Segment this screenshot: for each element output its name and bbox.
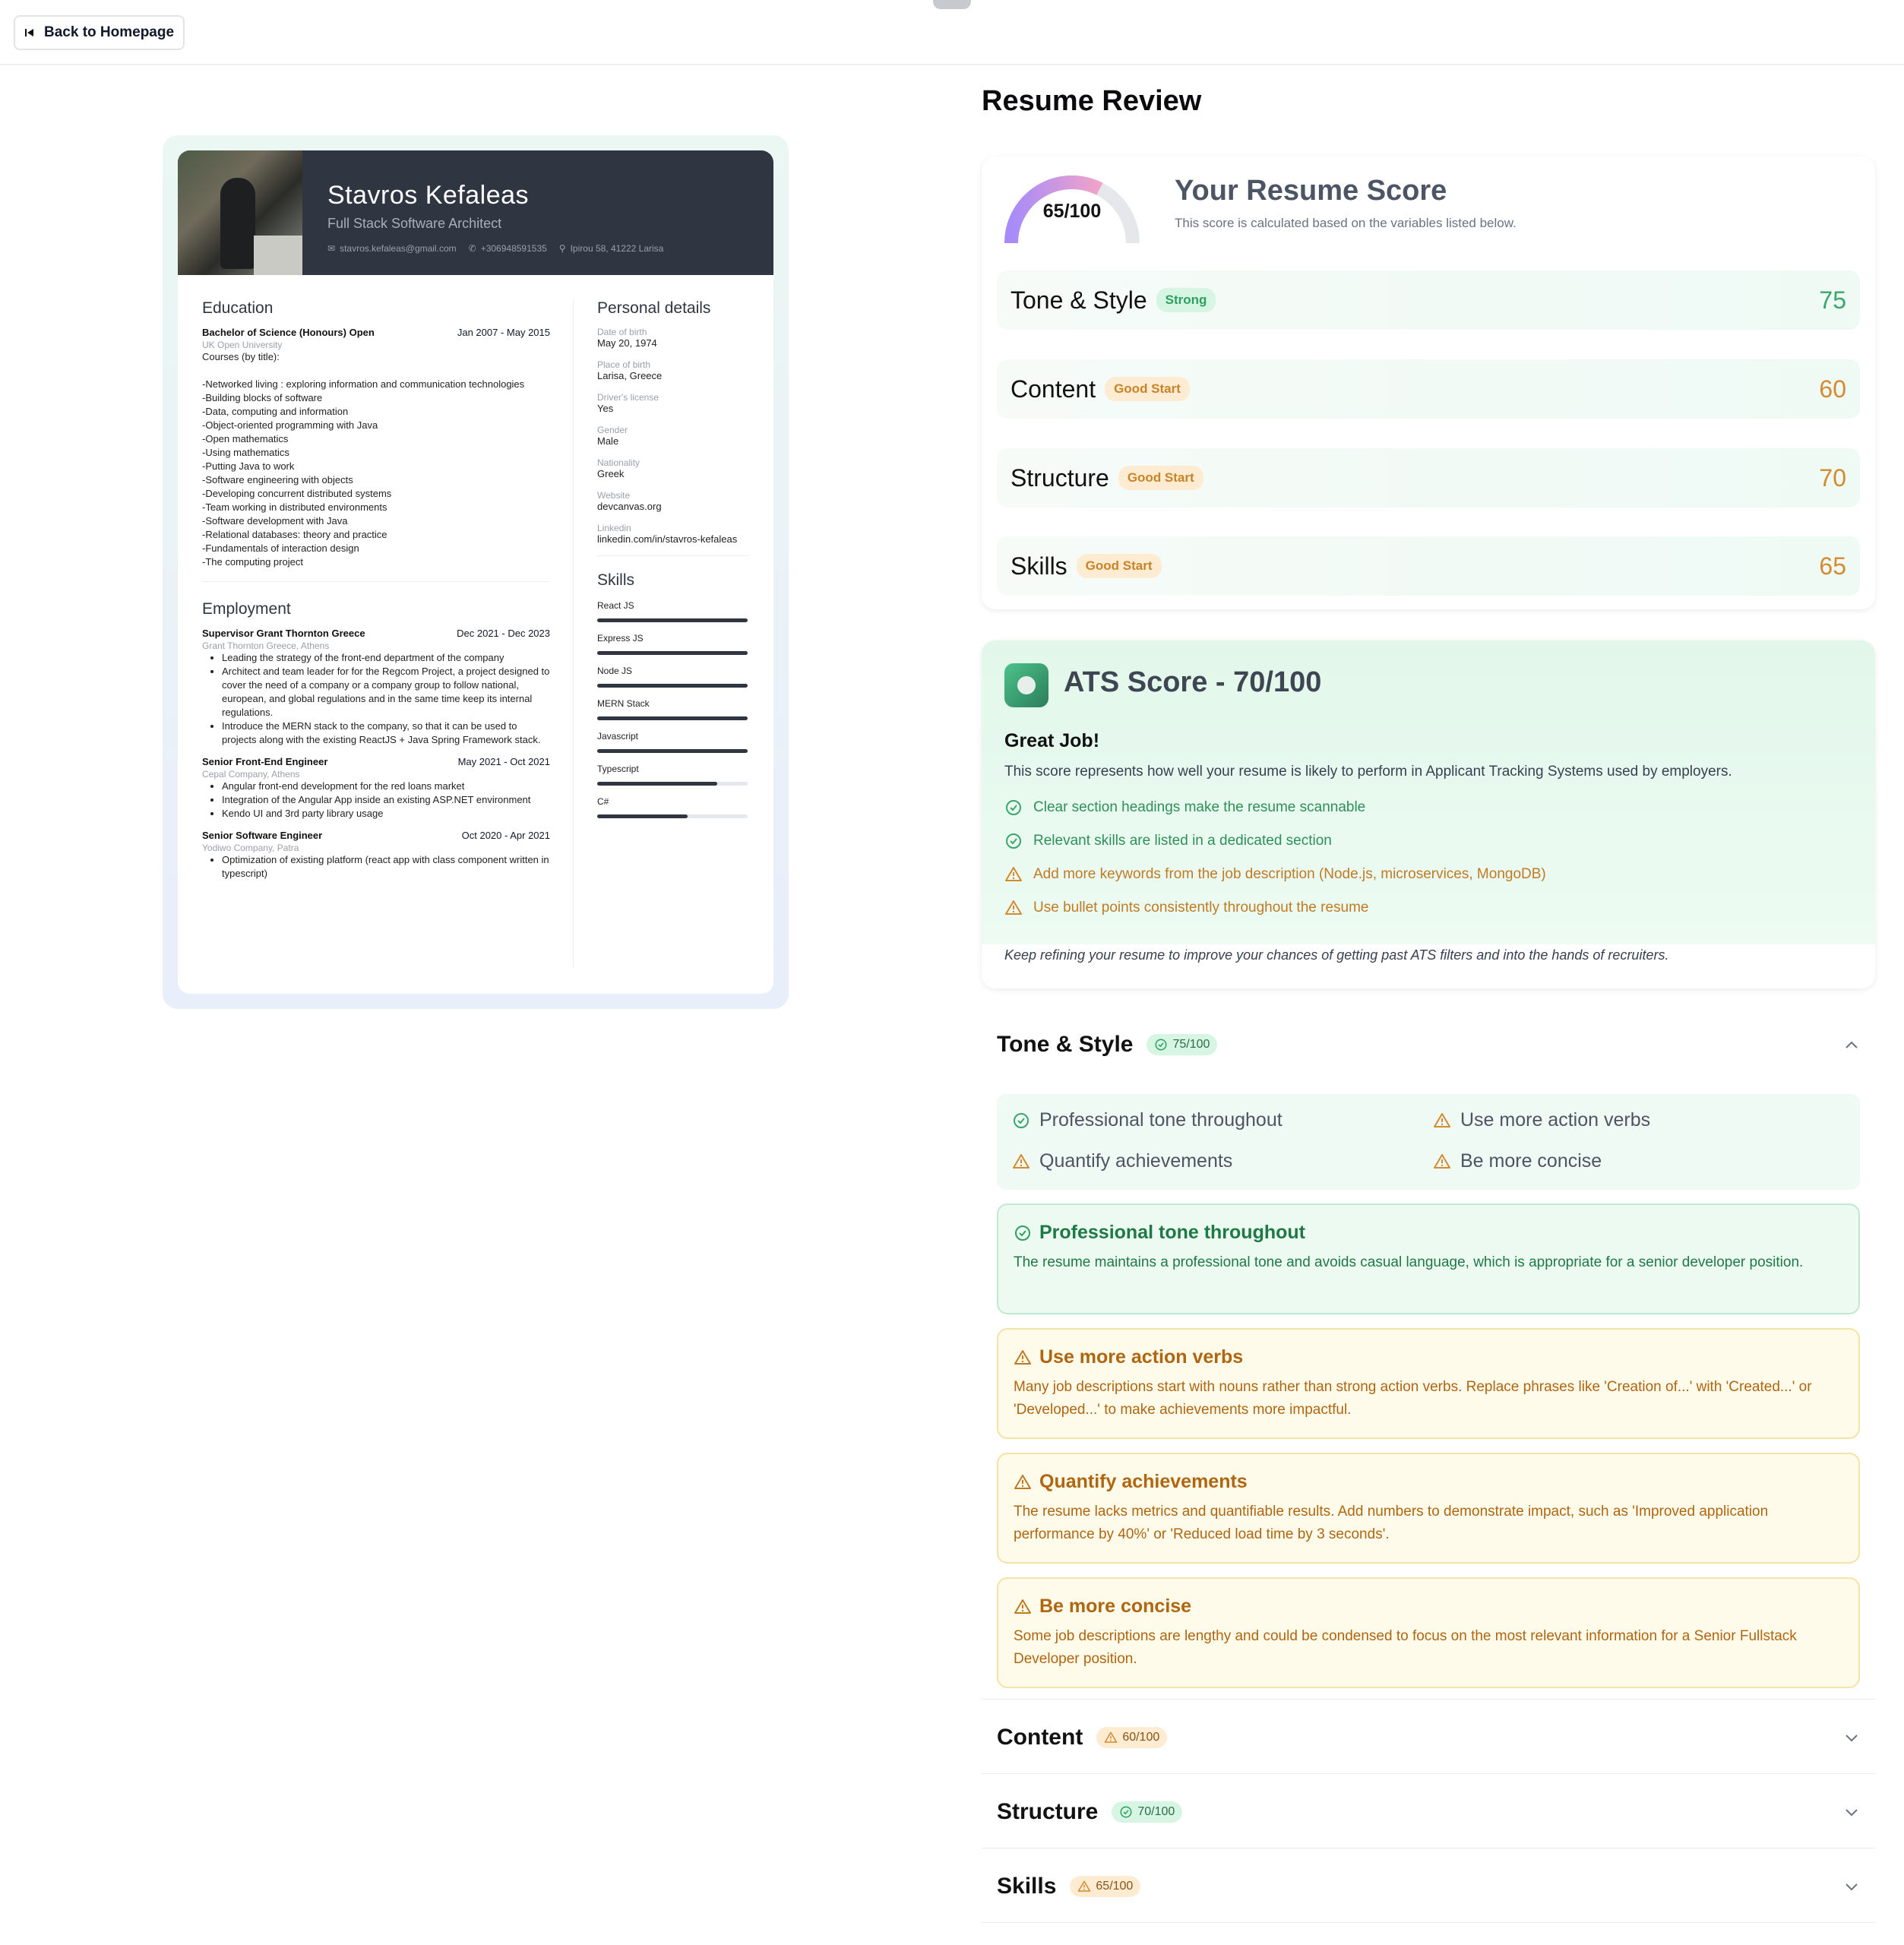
feedback-card (997, 1453, 1860, 1564)
skill-item (597, 796, 749, 818)
skill-item (597, 698, 749, 720)
check-circle-icon (1012, 1112, 1030, 1130)
course-item: -Team working in distributed environments (202, 501, 387, 513)
skill-bar (597, 618, 748, 622)
chevron-down-icon[interactable] (1843, 1878, 1860, 1895)
job-bullets (222, 651, 550, 747)
check-circle-icon (1004, 799, 1023, 817)
education-entry (202, 327, 550, 338)
personal-detail-label: Gender (597, 425, 628, 435)
ats-checklist-item (1004, 832, 1332, 850)
tip-text: Use more action verbs (1460, 1109, 1651, 1131)
course-item: -Networked living : exploring information and communication technologies (202, 378, 525, 390)
skill-bar (597, 716, 748, 720)
feedback-card (997, 1203, 1860, 1314)
page-title: Resume Review (982, 85, 1202, 117)
skill-name: MERN Stack (597, 698, 650, 709)
job-bullet: • Architect and team leader for for the Regcom Project, a project designed to cover the need of a company or a company group to follow national, european, and global regulations and in the same time keep its internal regulations. (222, 665, 550, 719)
category-row (997, 359, 1860, 419)
warning-icon (1012, 1153, 1030, 1171)
skill-bar-fill (597, 651, 748, 655)
category-badge: Strong (1156, 288, 1216, 312)
tip-text: Quantify achievements (1039, 1150, 1233, 1172)
skill-item (597, 633, 749, 655)
profile-photo (178, 150, 302, 275)
job-bullet: • Leading the strategy of the front-end department of the company (222, 651, 550, 665)
job-title: Senior Software Engineer (202, 830, 323, 841)
category-label: Tone & Style (1011, 286, 1147, 314)
resume-document (178, 150, 773, 994)
top-bar (0, 0, 1904, 65)
personal-detail-value: linkedin.com/in/stavros-kefaleas (597, 533, 738, 545)
resume-name: Stavros Kefaleas (327, 181, 530, 210)
score-subtext: This score is calculated based on the variables listed below. (1175, 216, 1517, 230)
window-notch (933, 0, 971, 9)
skill-bar (597, 651, 748, 655)
feedback-title (1014, 1596, 1843, 1618)
resume-main-column (202, 299, 550, 890)
phone-contact: ✆ +306948591535 (468, 243, 547, 254)
job-header (202, 830, 550, 841)
tip-text: Be more concise (1460, 1150, 1602, 1172)
warning-icon (1433, 1112, 1451, 1130)
personal-details-list (597, 327, 749, 545)
warning-icon (1014, 1473, 1032, 1491)
job-bullet: • Kendo UI and 3rd party library usage (222, 807, 550, 821)
content-accordion-header[interactable] (997, 1725, 1860, 1750)
warning-icon (1433, 1153, 1451, 1171)
tone-style-tips (997, 1094, 1860, 1190)
mail-icon: ✉ (327, 243, 336, 254)
feedback-body: Many job descriptions start with nouns rather than strong action verbs. Replace phrases like 'Creation of...' with 'Created...' or 'Developed...' to make achievements more impactful. (1014, 1379, 1812, 1418)
course-item: -Software development with Java (202, 515, 348, 527)
structure-accordion-header[interactable] (997, 1799, 1860, 1825)
skill-name: React JS (597, 600, 634, 611)
job-bullet: • Optimization of existing platform (react app with class component written in typescript) (222, 853, 550, 881)
job-title: Supervisor Grant Thornton Greece (202, 628, 365, 639)
ats-item-text: Relevant skills are listed in a dedicated section (1033, 833, 1332, 849)
job-dates: May 2021 - Oct 2021 (457, 756, 550, 767)
ats-item-text: Add more keywords from the job description (Node.js, microservices, MongoDB) (1033, 866, 1546, 882)
skill-item (597, 666, 749, 688)
personal-detail-value: Yes (597, 403, 614, 414)
category-row (997, 448, 1860, 508)
job-header (202, 756, 550, 767)
skill-bar-fill (597, 749, 748, 753)
category-label: Skills (1011, 552, 1067, 580)
university-name: UK Open University (202, 340, 283, 350)
category-score: 60 (1819, 375, 1846, 403)
tone-style-badge: 75/100 (1147, 1034, 1217, 1055)
personal-detail-label: Place of birth (597, 359, 651, 370)
job-entry (202, 756, 550, 821)
tip-text: Professional tone throughout (1039, 1109, 1283, 1131)
personal-detail-label: Date of birth (597, 327, 647, 337)
feedback-body: The resume lacks metrics and quantifiable results. Add numbers to demonstrate impact, such as 'Improved application performance by 40%' or 'Reduced load time by 3 seconds'. (1014, 1504, 1769, 1542)
course-item: -Developing concurrent distributed systems (202, 488, 392, 499)
check-circle-icon (1119, 1805, 1133, 1819)
resume-header (178, 150, 773, 275)
feedback-title (1014, 1346, 1843, 1368)
resume-title: Full Stack Software Architect (327, 216, 502, 231)
resume-side-column (597, 299, 749, 818)
check-circle-icon (1014, 1224, 1032, 1242)
course-item: -Building blocks of software (202, 392, 323, 403)
skill-bar (597, 782, 748, 786)
job-bullet: • Introduce the MERN stack to the company, so that it can be used to projects along with the existing ReactJS + Java Spring Framework stack. (222, 719, 550, 747)
skill-bar-fill (597, 716, 748, 720)
category-row (997, 536, 1860, 596)
job-company: Grant Thornton Greece, Athens (202, 640, 330, 651)
category-label: Structure (1011, 463, 1109, 492)
skill-bar-fill (597, 782, 717, 786)
tip-item (1433, 1109, 1650, 1131)
warning-icon (1004, 899, 1023, 917)
location-pin-icon: ⚲ (558, 243, 566, 254)
category-score: 65 (1819, 552, 1846, 580)
tip-item (1433, 1150, 1602, 1172)
degree-title: Bachelor of Science (Honours) Open (202, 327, 375, 338)
skill-item (597, 600, 749, 622)
email-contact: ✉ stavros.kefaleas@gmail.com (327, 243, 457, 254)
score-heading: Your Resume Score (1175, 175, 1447, 207)
job-entry (202, 628, 550, 747)
structure-badge: 70/100 (1112, 1801, 1182, 1823)
course-item: -Fundamentals of interaction design (202, 542, 359, 554)
employment-heading: Employment (202, 600, 291, 618)
feedback-title (1014, 1222, 1843, 1244)
warning-icon (1014, 1349, 1032, 1367)
skill-bar-fill (597, 814, 688, 818)
personal-detail-value: devcanvas.org (597, 501, 662, 512)
employment-list (202, 628, 550, 881)
warning-icon (1014, 1598, 1032, 1616)
course-item: -Putting Java to work (202, 460, 295, 472)
skip-back-icon (24, 27, 35, 38)
tip-item (1012, 1109, 1283, 1131)
skills-title: Skills (997, 1874, 1057, 1899)
job-bullets (222, 853, 550, 881)
structure-title: Structure (997, 1799, 1099, 1824)
skill-name: C# (597, 796, 609, 807)
skill-bar (597, 684, 748, 688)
ats-description: This score represents how well your resume is likely to perform in Applicant Tracking Systems used by employers. (1004, 764, 1732, 780)
personal-detail-label: Linkedin (597, 523, 631, 533)
skill-bar-fill (597, 618, 748, 622)
feedback-card (997, 1328, 1860, 1439)
ats-checklist-item (1004, 799, 1365, 817)
skill-name: Javascript (597, 731, 639, 742)
job-company: Yodiwo Company, Patra (202, 843, 299, 853)
resume-score-card (982, 157, 1875, 609)
feedback-title-text: Be more concise (1039, 1596, 1192, 1617)
skills-accordion-header[interactable] (997, 1874, 1860, 1899)
resume-contacts (327, 243, 663, 254)
skill-item (597, 731, 749, 753)
courses-label: Courses (by title): (202, 351, 280, 362)
course-item: -Object-oriented programming with Java (202, 419, 378, 431)
warning-icon (1104, 1731, 1118, 1744)
personal-detail-label: Driver's license (597, 392, 659, 403)
skill-item (597, 764, 749, 786)
personal-detail-label: Website (597, 490, 631, 501)
warning-icon (1004, 865, 1023, 884)
chevron-down-icon[interactable] (1843, 1729, 1860, 1746)
personal-detail-value: Greek (597, 468, 625, 479)
category-label: Content (1011, 375, 1096, 403)
job-header (202, 628, 550, 639)
course-item: -Relational databases: theory and practice (202, 529, 387, 540)
back-to-homepage-button[interactable] (14, 15, 185, 50)
personal-details-heading: Personal details (597, 299, 711, 317)
job-entry (202, 830, 550, 881)
personal-detail-value: Male (597, 435, 619, 447)
job-title: Senior Front-End Engineer (202, 756, 328, 767)
skills-badge: 65/100 (1070, 1876, 1140, 1897)
skill-name: Typescript (597, 764, 639, 774)
feedback-title-text: Use more action verbs (1039, 1346, 1244, 1368)
course-item: -Using mathematics (202, 447, 289, 458)
feedback-title (1014, 1471, 1843, 1493)
job-bullet: • Angular front-end development for the red loans market (222, 780, 550, 793)
skill-bar-fill (597, 684, 748, 688)
feedback-title-text: Quantify achievements (1039, 1471, 1248, 1492)
feedback-body: Some job descriptions are lengthy and could be condensed to focus on the most relevant information for a Senior Fullstack Developer position. (1014, 1628, 1797, 1667)
ats-headline: Great Job! (1004, 730, 1100, 751)
ats-checklist-item (1004, 899, 1368, 917)
category-score: 70 (1819, 463, 1846, 492)
course-item: -Open mathematics (202, 433, 289, 444)
feedback-body: The resume maintains a professional tone and avoids casual language, which is appropriate for a senior developer position. (1014, 1254, 1804, 1270)
degree-dates: Jan 2007 - May 2015 (457, 327, 550, 338)
category-badge: Good Start (1105, 377, 1190, 401)
category-badge: Good Start (1077, 554, 1162, 578)
overall-score-text: 65/100 (1042, 201, 1102, 222)
chevron-up-icon[interactable] (1843, 1036, 1860, 1053)
chevron-down-icon[interactable] (1843, 1804, 1860, 1820)
category-badge: Good Start (1118, 466, 1203, 490)
tone-style-title: Tone & Style (997, 1032, 1134, 1057)
ats-item-text: Use bullet points consistently throughout the resume (1033, 900, 1369, 916)
category-row (997, 270, 1860, 330)
address-contact: ⚲ Ipirou 58, 41222 Larisa (558, 243, 664, 254)
content-title: Content (997, 1725, 1083, 1750)
job-bullet: • Integration of the Angular App inside an existing ASP.NET environment (222, 793, 550, 807)
tip-item (1012, 1150, 1232, 1172)
skill-name: Express JS (597, 633, 644, 644)
course-item: -Data, computing and information (202, 406, 349, 417)
course-item: -The computing project (202, 556, 303, 568)
personal-detail-label: Nationality (597, 457, 640, 468)
skill-bar (597, 814, 748, 818)
course-list (202, 378, 550, 569)
education-heading: Education (202, 299, 274, 317)
job-dates: Dec 2021 - Dec 2023 (457, 628, 550, 639)
ats-item-text: Clear section headings make the resume scannable (1033, 799, 1366, 815)
job-bullets (222, 780, 550, 821)
category-score: 75 (1819, 286, 1846, 314)
skill-bar (597, 749, 748, 753)
tone-style-accordion-header[interactable] (997, 1032, 1860, 1058)
job-dates: Oct 2020 - Apr 2021 (461, 830, 550, 841)
content-badge: 60/100 (1096, 1727, 1167, 1748)
skills-list (597, 600, 749, 818)
warning-icon (1077, 1880, 1091, 1893)
job-company: Cepal Company, Athens (202, 769, 300, 780)
course-item: -Software engineering with objects (202, 474, 353, 485)
ats-footer-note: Keep refining your resume to improve your chances of getting past ATS filters and into the hands of recruiters. (1004, 947, 1669, 963)
ats-score-card (982, 640, 1875, 988)
feedback-title-text: Professional tone throughout (1039, 1222, 1305, 1243)
feedback-card (997, 1577, 1860, 1688)
personal-detail-value: Larisa, Greece (597, 370, 663, 381)
ats-checklist-item (1004, 865, 1546, 884)
personal-detail-value: May 20, 1974 (597, 337, 657, 349)
phone-icon: ✆ (468, 243, 476, 254)
ats-title: ATS Score - 70/100 (1064, 666, 1322, 698)
ats-check-icon (1004, 663, 1048, 707)
column-divider (573, 299, 574, 968)
check-circle-icon (1154, 1038, 1168, 1052)
skill-name: Node JS (597, 666, 633, 676)
resume-preview (163, 135, 789, 1009)
skills-heading: Skills (597, 571, 635, 589)
check-circle-icon (1004, 832, 1023, 850)
back-button-label: Back to Homepage (44, 24, 175, 40)
